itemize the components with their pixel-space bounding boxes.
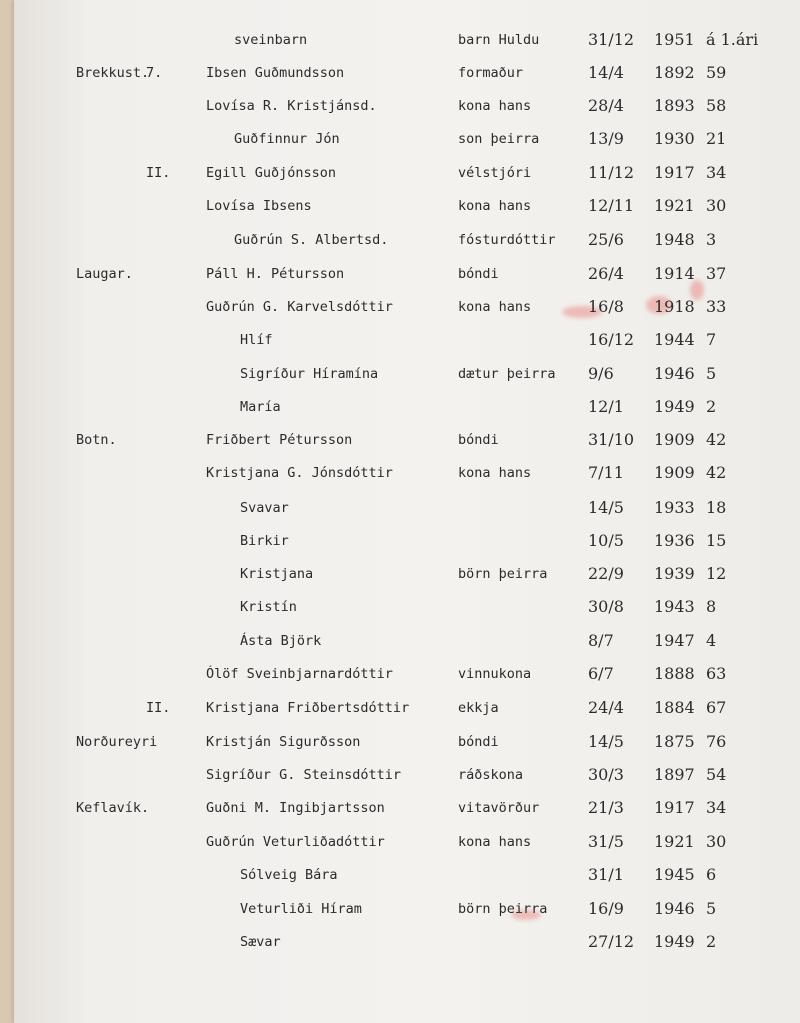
birth-date-cell: 14/5 [588, 498, 624, 517]
birth-year-cell: 1943 [654, 597, 695, 616]
age-cell: 33 [706, 297, 727, 316]
birth-year-cell: 1946 [654, 899, 695, 918]
register-row [0, 559, 800, 589]
relation-cell: kona hans [458, 299, 532, 315]
unit-cell: II. [146, 165, 171, 181]
register-row [0, 894, 800, 924]
place-cell: Botn. [76, 432, 117, 448]
birth-date-cell: 27/12 [588, 932, 635, 951]
birth-date-cell: 9/6 [588, 364, 614, 383]
birth-date-cell: 31/12 [588, 30, 635, 49]
age-cell: 42 [706, 430, 727, 449]
unit-cell: 7. [146, 65, 163, 81]
name-cell: Ólöf Sveinbjarnardóttir [206, 666, 393, 682]
relation-cell: dætur þeirra [458, 366, 556, 382]
place-cell: Keflavík. [76, 800, 150, 816]
register-row [0, 359, 800, 389]
age-cell: 34 [706, 163, 727, 182]
name-cell: Kristjana [240, 566, 314, 582]
birth-year-cell: 1936 [654, 531, 695, 550]
birth-year-cell: 1944 [654, 330, 695, 349]
name-cell: Ibsen Guðmundsson [206, 65, 345, 81]
birth-date-cell: 28/4 [588, 96, 624, 115]
birth-date-cell: 14/4 [588, 63, 624, 82]
birth-date-cell: 21/3 [588, 798, 624, 817]
birth-date-cell: 31/5 [588, 832, 624, 851]
birth-year-cell: 1949 [654, 932, 695, 951]
age-cell: 30 [706, 832, 727, 851]
birth-year-cell: 1947 [654, 631, 695, 650]
birth-date-cell: 31/1 [588, 865, 624, 884]
name-cell: María [240, 399, 281, 415]
birth-year-cell: 1897 [654, 765, 695, 784]
birth-year-cell: 1884 [654, 698, 695, 717]
relation-cell: ráðskona [458, 767, 524, 783]
register-row [0, 158, 800, 188]
birth-date-cell: 25/6 [588, 230, 624, 249]
birth-date-cell: 24/4 [588, 698, 624, 717]
birth-year-cell: 1946 [654, 364, 695, 383]
birth-year-cell: 1888 [654, 664, 695, 683]
birth-year-cell: 1892 [654, 63, 695, 82]
relation-cell: vinnukona [458, 666, 532, 682]
age-cell: 76 [706, 732, 727, 751]
birth-date-cell: 16/8 [588, 297, 624, 316]
register-row [0, 493, 800, 523]
name-cell: Ásta Björk [240, 633, 322, 649]
register-row [0, 659, 800, 689]
name-cell: Kristjana Friðbertsdóttir [206, 700, 410, 716]
name-cell: Friðbert Pétursson [206, 432, 353, 448]
register-row [0, 526, 800, 556]
register-row [0, 827, 800, 857]
birth-year-cell: 1917 [654, 163, 695, 182]
name-cell: Kristín [240, 599, 297, 615]
birth-year-cell: 1948 [654, 230, 695, 249]
name-cell: Svavar [240, 500, 289, 516]
birth-date-cell: 16/12 [588, 330, 635, 349]
name-cell: Guðni M. Ingibjartsson [206, 800, 385, 816]
birth-year-cell: 1917 [654, 798, 695, 817]
name-cell: Sævar [240, 934, 281, 950]
register-row [0, 592, 800, 622]
name-cell: Guðrún Veturliðadóttir [206, 834, 385, 850]
birth-date-cell: 13/9 [588, 129, 624, 148]
relation-cell: fósturdóttir [458, 232, 556, 248]
relation-cell: börn þeirra [458, 566, 548, 582]
register-row [0, 927, 800, 957]
age-cell: 8 [706, 597, 717, 616]
birth-date-cell: 30/8 [588, 597, 624, 616]
age-cell: 18 [706, 498, 727, 517]
unit-cell: II. [146, 700, 171, 716]
birth-date-cell: 12/1 [588, 397, 624, 416]
register-row [0, 325, 800, 355]
age-cell: 67 [706, 698, 727, 717]
birth-year-cell: 1914 [654, 264, 695, 283]
birth-year-cell: 1893 [654, 96, 695, 115]
age-cell: 12 [706, 564, 727, 583]
age-cell: 4 [706, 631, 717, 650]
register-row [0, 425, 800, 455]
relation-cell: börn þeirra [458, 901, 548, 917]
relation-cell: kona hans [458, 465, 532, 481]
birth-date-cell: 30/3 [588, 765, 624, 784]
birth-year-cell: 1933 [654, 498, 695, 517]
name-cell: Veturliði Híram [240, 901, 362, 917]
register-row [0, 793, 800, 823]
register-row [0, 292, 800, 322]
age-cell: 3 [706, 230, 717, 249]
place-cell: Laugar. [76, 266, 133, 282]
age-cell: 5 [706, 899, 717, 918]
birth-year-cell: 1921 [654, 196, 695, 215]
birth-year-cell: 1930 [654, 129, 695, 148]
name-cell: Páll H. Pétursson [206, 266, 345, 282]
name-cell: Guðfinnur Jón [234, 131, 340, 147]
register-row [0, 25, 800, 55]
relation-cell: bóndi [458, 266, 499, 282]
birth-year-cell: 1918 [654, 297, 695, 316]
register-row [0, 693, 800, 723]
age-cell: 59 [706, 63, 727, 82]
age-cell: 37 [706, 264, 727, 283]
register-row [0, 760, 800, 790]
birth-date-cell: 31/10 [588, 430, 635, 449]
birth-date-cell: 12/11 [588, 196, 635, 215]
register-row [0, 727, 800, 757]
relation-cell: kona hans [458, 198, 532, 214]
name-cell: Sólveig Bára [240, 867, 338, 883]
relation-cell: formaður [458, 65, 524, 81]
relation-cell: kona hans [458, 98, 532, 114]
name-cell: Sigríður G. Steinsdóttir [206, 767, 402, 783]
birth-date-cell: 7/11 [588, 463, 624, 482]
birth-year-cell: 1945 [654, 865, 695, 884]
register-row [0, 124, 800, 154]
name-cell: Kristján Sigurðsson [206, 734, 361, 750]
age-cell: á 1.ári [706, 30, 759, 49]
relation-cell: barn Huldu [458, 32, 540, 48]
register-row [0, 191, 800, 221]
place-cell: Brekkust. [76, 65, 150, 81]
age-cell: 15 [706, 531, 727, 550]
name-cell: Guðrún S. Albertsd. [234, 232, 389, 248]
age-cell: 5 [706, 364, 717, 383]
age-cell: 6 [706, 865, 717, 884]
relation-cell: bóndi [458, 432, 499, 448]
register-row [0, 225, 800, 255]
relation-cell: son þeirra [458, 131, 540, 147]
age-cell: 34 [706, 798, 727, 817]
birth-year-cell: 1939 [654, 564, 695, 583]
birth-year-cell: 1951 [654, 30, 695, 49]
name-cell: Egill Guðjónsson [206, 165, 337, 181]
age-cell: 30 [706, 196, 727, 215]
birth-date-cell: 22/9 [588, 564, 624, 583]
birth-date-cell: 14/5 [588, 732, 624, 751]
register-row [0, 392, 800, 422]
relation-cell: kona hans [458, 834, 532, 850]
relation-cell: vélstjóri [458, 165, 532, 181]
name-cell: Lovísa Ibsens [206, 198, 312, 214]
name-cell: Hlíf [240, 332, 273, 348]
register-row [0, 259, 800, 289]
name-cell: Sigríður Híramína [240, 366, 379, 382]
age-cell: 2 [706, 397, 717, 416]
register-row [0, 860, 800, 890]
relation-cell: bóndi [458, 734, 499, 750]
relation-cell: ekkja [458, 700, 499, 716]
name-cell: Kristjana G. Jónsdóttir [206, 465, 393, 481]
age-cell: 54 [706, 765, 727, 784]
birth-date-cell: 26/4 [588, 264, 624, 283]
birth-date-cell: 16/9 [588, 899, 624, 918]
register-row [0, 458, 800, 488]
age-cell: 7 [706, 330, 717, 349]
birth-date-cell: 8/7 [588, 631, 614, 650]
name-cell: Guðrún G. Karvelsdóttir [206, 299, 393, 315]
name-cell: Birkir [240, 533, 289, 549]
birth-date-cell: 11/12 [588, 163, 635, 182]
birth-year-cell: 1875 [654, 732, 695, 751]
birth-date-cell: 6/7 [588, 664, 614, 683]
birth-year-cell: 1909 [654, 430, 695, 449]
birth-date-cell: 10/5 [588, 531, 624, 550]
birth-year-cell: 1949 [654, 397, 695, 416]
age-cell: 2 [706, 932, 717, 951]
register-row [0, 58, 800, 88]
age-cell: 21 [706, 129, 727, 148]
age-cell: 58 [706, 96, 727, 115]
age-cell: 42 [706, 463, 727, 482]
age-cell: 63 [706, 664, 727, 683]
register-row [0, 91, 800, 121]
name-cell: sveinbarn [234, 32, 308, 48]
birth-year-cell: 1909 [654, 463, 695, 482]
name-cell: Lovísa R. Kristjánsd. [206, 98, 377, 114]
relation-cell: vitavörður [458, 800, 540, 816]
place-cell: Norðureyri [76, 734, 158, 750]
register-row [0, 626, 800, 656]
birth-year-cell: 1921 [654, 832, 695, 851]
